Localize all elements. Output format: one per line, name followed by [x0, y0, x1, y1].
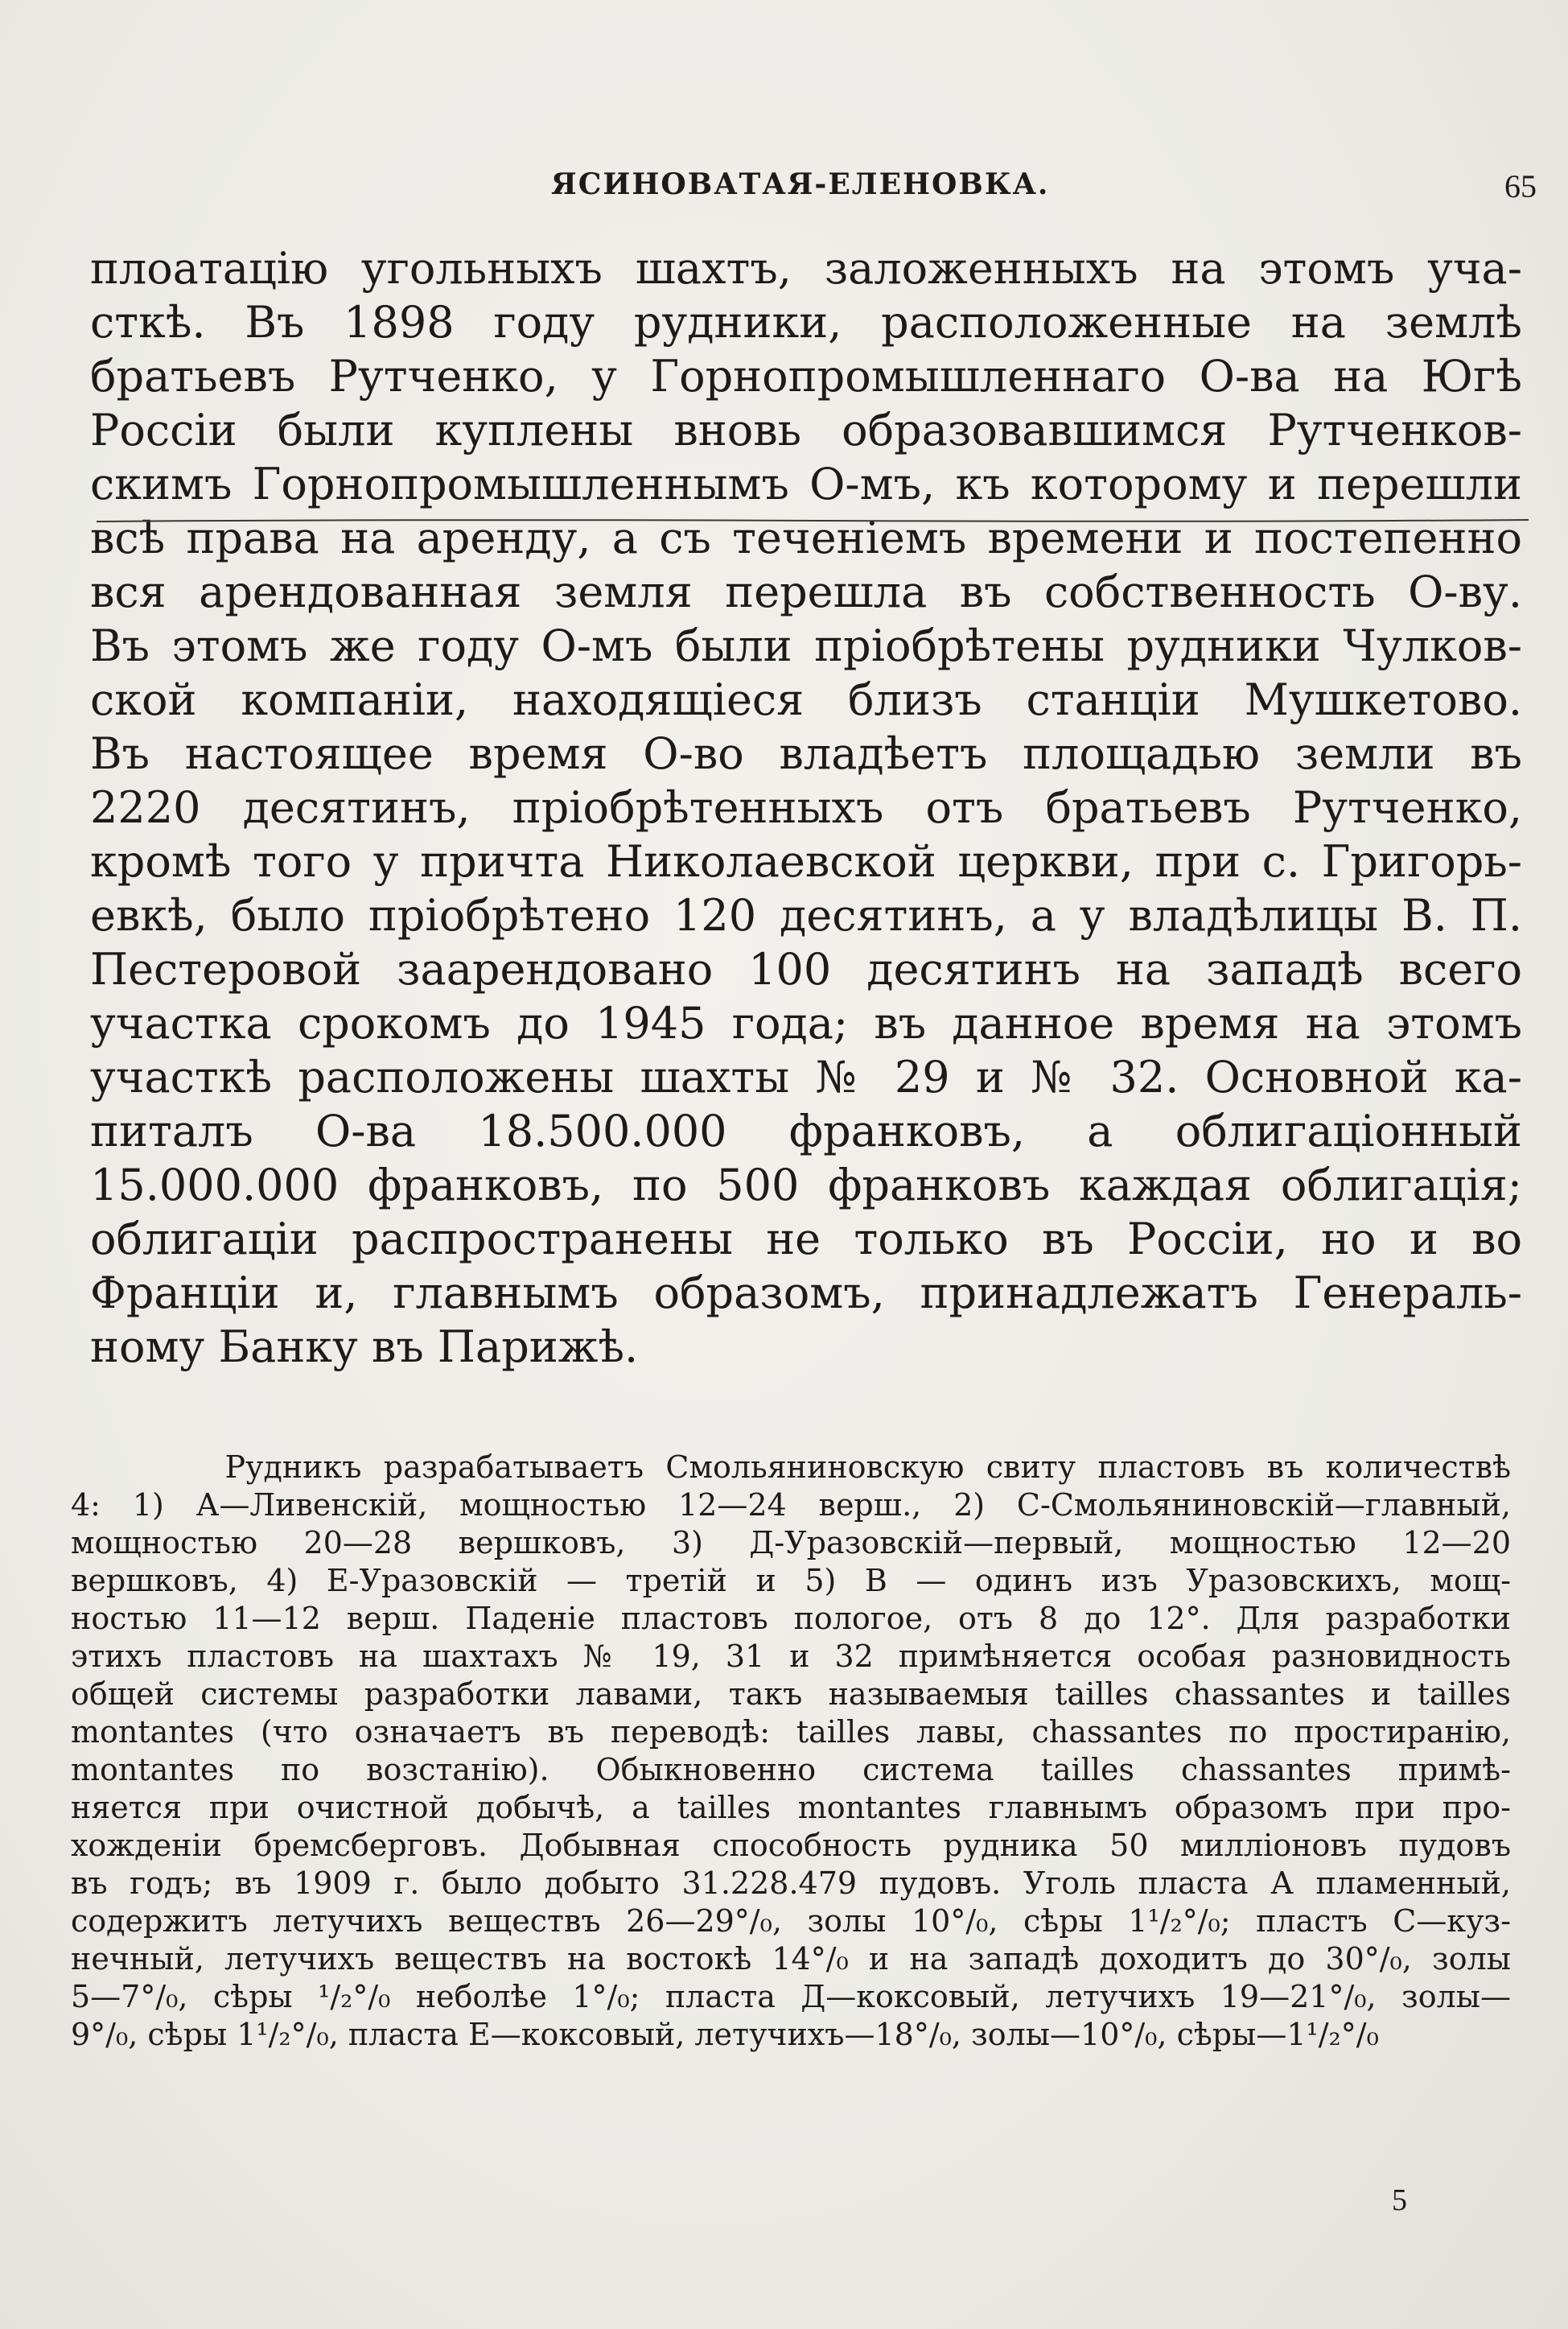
main-line: 15.000.000 франковъ, по 500 франковъ каждая облигація; — [90, 1160, 1522, 1210]
note-line: нечный, летучихъ веществъ на востокѣ 14°/₀ и на западѣ доходитъ до 30°/₀, золы — [71, 1941, 1511, 1977]
note-line: хожденіи бремсберговъ. Добывная способность рудника 50 милліоновъ пудовъ — [71, 1828, 1511, 1863]
note-line: 4: 1) А—Ливенскій, мощностью 12—24 верш., 2) С-Смольяниновскій—главный, — [71, 1487, 1511, 1523]
pencil-underline-mark — [97, 517, 1529, 524]
main-line: Пестеровой заарендовано 100 десятинъ на западѣ всего — [90, 944, 1522, 995]
main-line: Франціи и, главнымъ образомъ, принадлежатъ Генераль- — [90, 1268, 1522, 1318]
note-paragraph — [71, 1449, 1511, 2054]
main-line: плоатацію угольныхъ шахтъ, заложенныхъ на этомъ уча- — [90, 243, 1522, 294]
note-line: Рудникъ разрабатываетъ Смольяниновскую свиту пластовъ въ количествѣ — [71, 1449, 1511, 1485]
note-line: 9°/₀, сѣры 1¹/₂°/₀, пласта Е—коксовый, летучихъ—18°/₀, золы—10°/₀, сѣры—1¹/₂°/₀ — [71, 2017, 1379, 2052]
main-line: всѣ права на аренду, а съ теченіемъ времени и постепенно — [90, 513, 1522, 563]
main-line: евкѣ, было пріобрѣтено 120 десятинъ, а у владѣлицы В. П. — [90, 890, 1522, 941]
note-line: montantes (что означаетъ въ переводѣ: tailles лавы, chassantes по простиранію, — [71, 1714, 1511, 1750]
main-line: братьевъ Рутченко, у Горнопромышленнаго О-ва на Югѣ — [90, 351, 1522, 402]
main-line: Въ настоящее время О-во владѣетъ площадью земли въ — [90, 728, 1522, 779]
main-line: питалъ О-ва 18.500.000 франковъ, а облигаціонный — [90, 1106, 1522, 1156]
main-line: ному Банку въ Парижѣ. — [90, 1321, 639, 1372]
main-line: Россіи были куплены вновь образовавшимся Рутченков- — [90, 405, 1522, 455]
note-line: няется при очистной добычѣ, а tailles montantes главнымъ образомъ при про- — [71, 1790, 1511, 1825]
note-line: содержитъ летучихъ веществъ 26—29°/₀, золы 10°/₀, сѣры 1¹/₂°/₀; пластъ С—куз- — [71, 1903, 1511, 1939]
running-title: ЯСИНОВАТАЯ-ЕЛЕНОВКА. — [551, 167, 1050, 201]
main-line: участка срокомъ до 1945 года; въ данное время на этомъ — [90, 998, 1522, 1049]
main-line: 2220 десятинъ, пріобрѣтенныхъ отъ братьевъ Рутченко, — [90, 782, 1522, 833]
note-line: мощностью 20—28 вершковъ, 3) Д-Уразовскій—первый, мощностью 12—20 — [71, 1525, 1511, 1560]
note-line: общей системы разработки лавами, такъ называемыя tailles chassantes и tailles — [71, 1676, 1511, 1712]
page-header — [105, 167, 1537, 208]
main-line: участкѣ расположены шахты № 29 и № 32. Основной ка- — [90, 1052, 1522, 1103]
note-line: вершковъ, 4) Е-Уразовскій — третій и 5) В — одинъ изъ Уразовскихъ, мощ- — [71, 1563, 1511, 1598]
note-line: montantes по возстанію). Обыкновенно система tailles chassantes примѣ- — [71, 1752, 1511, 1787]
main-line: кромѣ того у причта Николаевской церкви, при с. Григорь- — [90, 836, 1522, 887]
main-line: скимъ Горнопромышленнымъ О-мъ, къ которому и перешли — [90, 459, 1522, 509]
note-line: 5—7°/₀, сѣры ¹/₂°/₀ неболѣе 1°/₀; пласта Д—коксовый, летучихъ 19—21°/₀, золы— — [71, 1979, 1511, 2014]
note-line: въ годъ; въ 1909 г. было добыто 31.228.479 пудовъ. Уголь пласта А пламенный, — [71, 1865, 1511, 1901]
main-line: облигаціи распространены не только въ Россіи, но и во — [90, 1214, 1522, 1264]
page-number: 65 — [1504, 168, 1537, 204]
main-line: Въ этомъ же году О-мъ были пріобрѣтены рудники Чулков- — [90, 620, 1522, 671]
main-line: ской компаніи, находящіеся близъ станціи Мушкетово. — [90, 674, 1522, 725]
note-line: этихъ пластовъ на шахтахъ № 19, 31 и 32 примѣняется особая разновидность — [71, 1639, 1511, 1674]
note-line: ностью 11—12 верш. Паденіе пластовъ пологое, отъ 8 до 12°. Для разработки — [71, 1601, 1511, 1636]
main-line: вся арендованная земля перешла въ собственность О-ву. — [90, 567, 1522, 617]
main-line: сткѣ. Въ 1898 году рудники, расположенные на землѣ — [90, 297, 1522, 348]
main-paragraph — [90, 241, 1522, 1374]
signature-mark: 5 — [1392, 2183, 1407, 2217]
